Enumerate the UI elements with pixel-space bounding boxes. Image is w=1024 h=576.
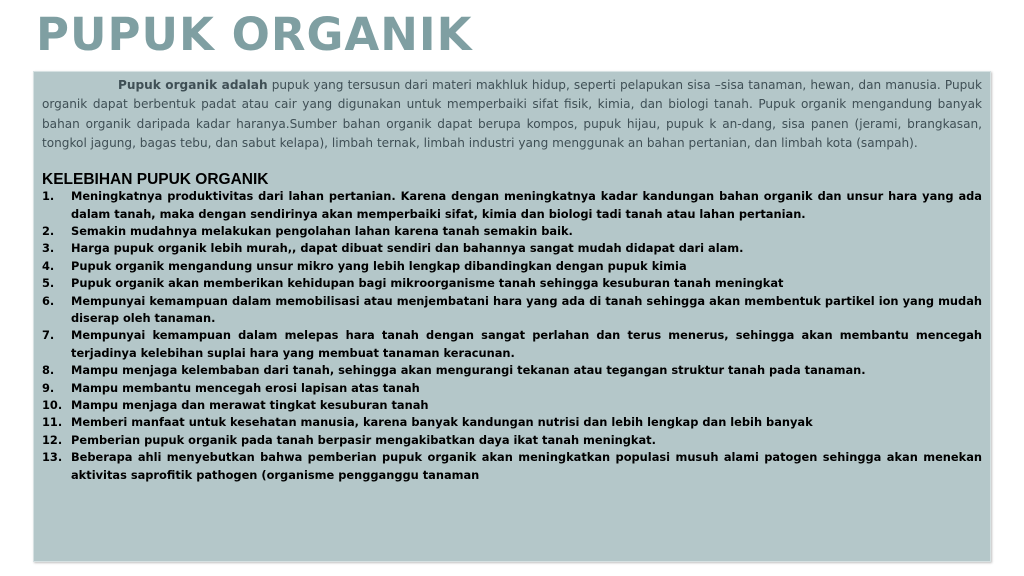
- item-text: Meningkatnya produktivitas dari lahan pertanian. Karena dengan meningkatnya kadar kandungan bahan organik dan unsur hara yang ada dalam tanah, maka dengan sendirinya akan memperbaiki sifat, kimia dan biologi tadi tanah atau lahan pertanian.: [71, 189, 982, 221]
- advantage-item: [42, 240, 982, 257]
- item-text: Pupuk organik mengandung unsur mikro yang lebih lengkap dibandingkan dengan pupuk kimia: [71, 258, 687, 273]
- item-text: Beberapa ahli menyebutkan bahwa pemberian pupuk organik akan meningkatkan populasi musuh alami patogen sehingga akan menekan aktivitas saprofitik pathogen (organisme pengganggu tanaman: [71, 450, 982, 482]
- item-text: Mempunyai kemampuan dalam memobilisasi atau menjembatani hara yang ada di tanah sehingga akan membentuk partikel ion yang mudah diserap oleh tanaman.: [71, 293, 982, 326]
- advantage-item: [42, 362, 982, 379]
- advantage-item: [42, 275, 982, 292]
- advantage-item: [42, 188, 982, 223]
- advantage-item: [42, 327, 982, 362]
- intro-term: Pupuk organik adalah: [118, 78, 268, 92]
- advantages-list: [42, 188, 982, 484]
- intro-text: pupuk yang tersusun dari materi makhluk hidup, seperti pelapukan sisa –sisa tanaman, hewan, dan manusia. Pupuk organik dapat berbentuk padat atau cair yang digunakan untuk memperbaiki sifat fisik, kimia, dan biologi tanah. Pupuk organik mengandung banyak bahan organik daripada kadar haranya.Sumber bahan organik dapat berupa kompos, pupuk hijau, pupuk k an-dang, sisa panen (jerami, brangkasan, tongkol jagung, bagas tebu, dan sabut kelapa), limbah ternak, limbah industri yang menggunak an bahan pertanian, dan limbah kota (sampah).: [42, 78, 982, 150]
- item-number: 11.: [42, 415, 63, 430]
- content-box: [33, 71, 991, 562]
- item-number: 9.: [42, 380, 55, 395]
- item-text: Mampu menjaga kelembaban dari tanah, sehingga akan mengurangi tekanan atau tegangan struktur tanah pada tanaman.: [71, 363, 866, 378]
- advantage-item: [42, 380, 982, 397]
- item-number: 4.: [42, 258, 55, 273]
- item-number: 10.: [42, 398, 63, 413]
- advantage-item: [42, 432, 982, 449]
- item-text: Semakin mudahnya melakukan pengolahan lahan karena tanah semakin baik.: [71, 224, 573, 238]
- advantage-item: [42, 414, 982, 431]
- item-text: Mampu menjaga dan merawat tingkat kesuburan tanah: [71, 398, 429, 413]
- advantage-item: [42, 258, 982, 275]
- item-number: 6.: [42, 293, 55, 308]
- advantage-item: [42, 223, 982, 240]
- item-text: Harga pupuk organik lebih murah,, dapat dibuat sendiri dan bahannya sangat mudah didapat dari alam.: [71, 241, 744, 256]
- item-number: 8.: [42, 363, 55, 378]
- item-number: 13.: [42, 450, 63, 465]
- advantage-item: [42, 397, 982, 414]
- item-number: 1.: [42, 189, 55, 204]
- slide-title: PUPUK ORGANIK: [36, 8, 473, 61]
- item-number: 12.: [42, 432, 63, 447]
- intro-paragraph: [42, 76, 982, 153]
- item-number: 7.: [42, 328, 55, 343]
- item-number: 2.: [42, 224, 55, 238]
- advantage-item: [42, 293, 982, 328]
- item-text: Memberi manfaat untuk kesehatan manusia, karena banyak kandungan nutrisi dan lebih lengkap dan lebih banyak: [71, 415, 813, 430]
- item-text: Pupuk organik akan memberikan kehidupan bagi mikroorganisme tanah sehingga kesuburan tanah meningkat: [71, 276, 784, 291]
- item-number: 3.: [42, 241, 55, 256]
- item-text: Mampu membantu mencegah erosi lapisan atas tanah: [71, 380, 420, 395]
- advantages-heading: KELEBIHAN PUPUK ORGANIK: [42, 171, 269, 189]
- item-text: Mempunyai kemampuan dalam melepas hara tanah dengan sangat perlahan dan terus menerus, sehingga akan membantu mencegah terjadinya kelebihan suplai hara yang membuat tanaman keracunan.: [71, 328, 982, 360]
- item-number: 5.: [42, 276, 55, 291]
- advantage-item: [42, 449, 982, 484]
- item-text: Pemberian pupuk organik pada tanah berpasir mengakibatkan daya ikat tanah meningkat.: [71, 432, 656, 447]
